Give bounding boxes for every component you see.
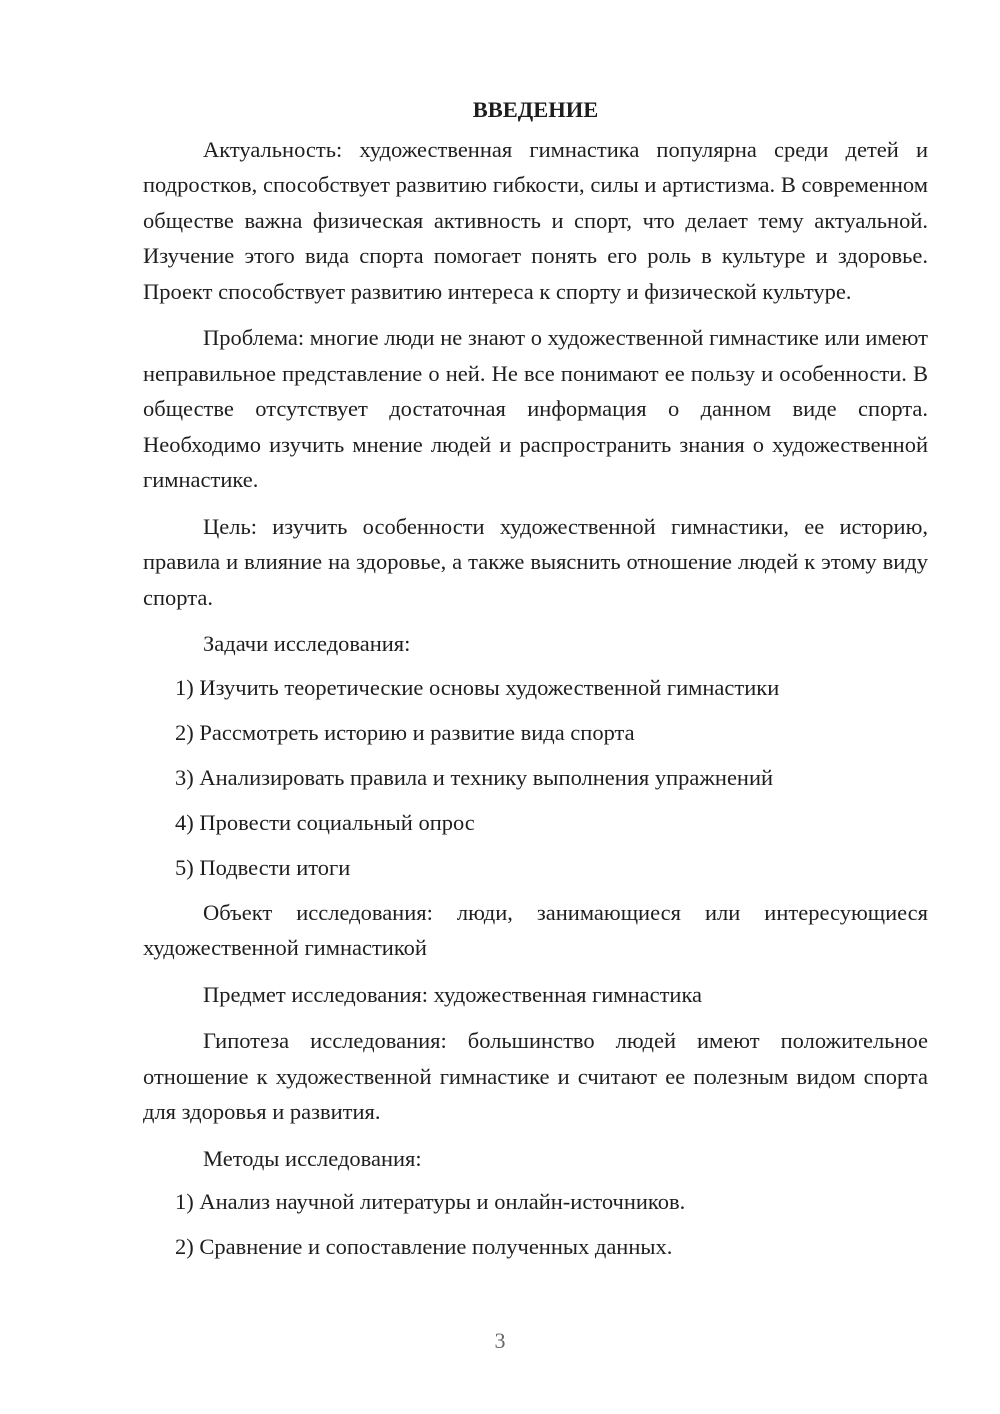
subject-paragraph: Предмет исследования: художественная гимнастика <box>203 981 703 1007</box>
problem-paragraph: Проблема: многие люди не знают о художественной гимнастике или имеют неправильное представление о ней. Не все понимают ее пользу и особенности. В обществе отсутствует достаточная информация о данном виде спорта. Необходимо изучить мнение людей и распространить знания о художественной гимнастике. <box>143 325 929 492</box>
list-item: 5) Подвести итоги <box>175 854 351 880</box>
list-item: 1) Изучить теоретические основы художественной гимнастики <box>175 674 780 700</box>
hypothesis-paragraph: Гипотеза исследования: большинство людей имеют положительное отношение к художественной гимнастике и считают ее полезным видом спорта для здоровья и развития. <box>143 1028 928 1124</box>
page-number: 3 <box>494 1328 506 1353</box>
methods-title: Методы исследования: <box>203 1145 422 1171</box>
list-item: 2) Рассмотреть историю и развитие вида спорта <box>175 719 635 745</box>
section-heading: ВВЕДЕНИЕ <box>472 97 599 122</box>
tasks-list <box>143 670 928 886</box>
goal-paragraph: Цель: изучить особенности художественной гимнастики, ее историю, правила и влияние на здоровье, а также выяснить отношение людей к этому виду спорта. <box>143 513 928 610</box>
object-paragraph: Объект исследования: люди, занимающиеся или интересующиеся художественной гимнастикой <box>143 899 928 960</box>
list-item: 2) Сравнение и сопоставление полученных данных. <box>175 1234 673 1259</box>
tasks-title: Задачи исследования: <box>203 631 411 656</box>
list-item: 4) Провести социальный опрос <box>175 809 475 835</box>
document-page <box>143 92 928 1274</box>
methods-list <box>143 1184 928 1265</box>
list-item: 1) Анализ научной литературы и онлайн-источников. <box>175 1189 686 1214</box>
list-item: 3) Анализировать правила и технику выполнения упражнений <box>175 764 774 790</box>
relevance-paragraph: Актуальность: художественная гимнастика популярна среди детей и подростков, способствует развитию гибкости, силы и артистизма. В современном обществе важна физическая активность и спорт, что делает тему актуальной. Изучение этого вида спорта помогает понять его роль в культуре и здоровье. Проект способствует развитию интереса к спорту и физической культуре. <box>143 136 928 304</box>
